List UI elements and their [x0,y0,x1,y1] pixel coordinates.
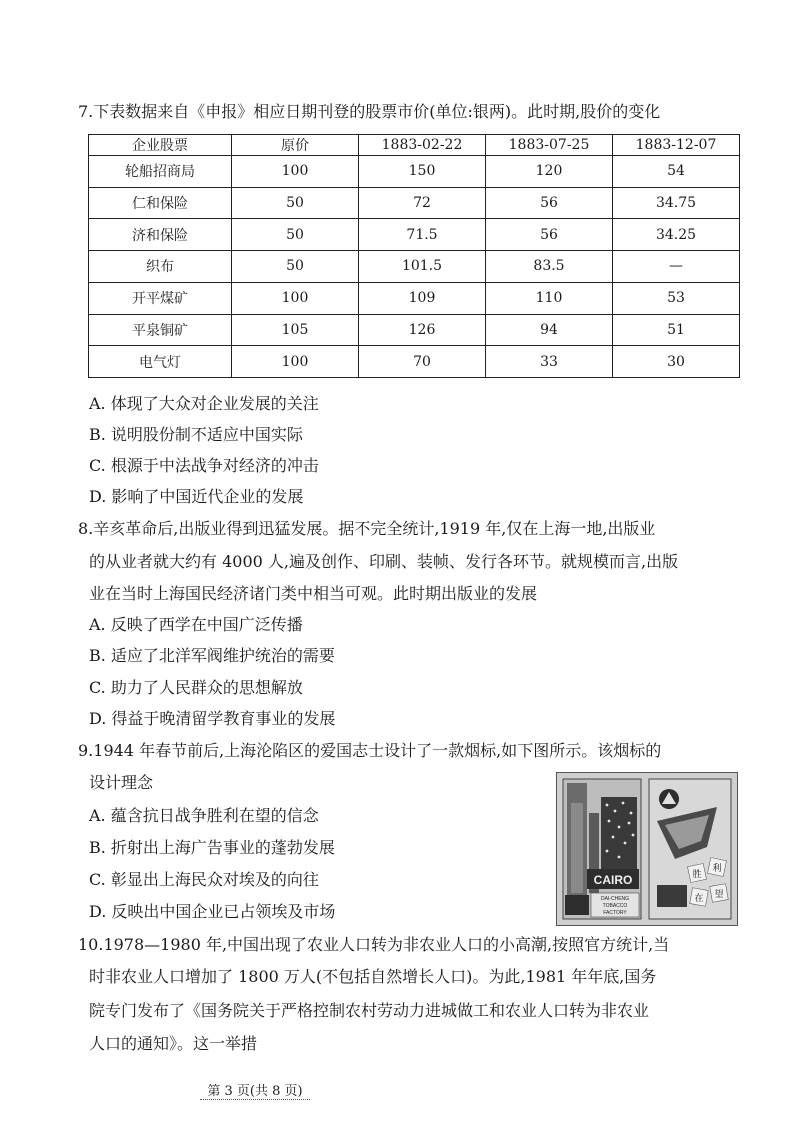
table-cell: 71.5 [359,219,486,251]
table-cell: 平泉铜矿 [89,314,232,346]
page-number-footer: 第 3 页(共 8 页) [200,1080,310,1100]
table-row [89,282,740,314]
q9-stem-line: 9.1944 年春节前后,上海沦陷区的爱国志士设计了一款烟标,如下图所示。该烟标的 [78,741,662,760]
table-row [89,346,740,378]
q7-option-b[interactable]: B. 说明股份制不适应中国实际 [89,425,303,444]
table-cell: 50 [232,251,359,283]
table-cell: 50 [232,219,359,251]
q7-option-c[interactable]: C. 根源于中法战争对经济的冲击 [89,456,319,475]
table-header-cell: 原价 [232,135,359,156]
q9-option-c[interactable]: C. 彰显出上海民众对埃及的向往 [89,870,319,889]
table-cell: 56 [486,219,613,251]
cigarette-label-image [556,772,738,926]
table-row [89,219,740,251]
table-cell: 50 [232,187,359,219]
q9-stem-line: 设计理念 [89,773,154,792]
table-row [89,314,740,346]
table-cell: 33 [486,346,613,378]
table-cell: 101.5 [359,251,486,283]
q10-stem-line: 院专门发布了《国务院关于严格控制农村劳动力进城做工和农业人口转为非农业 [89,1001,650,1020]
stamp-char: 胜 [692,870,702,880]
table-cell: — [613,251,740,283]
table-header-cell: 1883-02-22 [359,135,486,156]
label-maker-text: FACTORY [603,910,627,916]
table-row [89,251,740,283]
table-cell: 电气灯 [89,346,232,378]
table-cell: 72 [359,187,486,219]
label-maker-text: DAI-CHENG [600,896,630,902]
table-row [89,156,740,188]
table-cell: 轮船招商局 [89,156,232,188]
q7-stem: 7.下表数据来自《申报》相应日期刊登的股票市价(单位:银两)。此时期,股价的变化 [78,102,661,121]
table-cell: 织布 [89,251,232,283]
q9-option-a[interactable]: A. 蕴含抗日战争胜利在望的信念 [89,806,319,825]
stamp-char: 望 [714,890,724,900]
table-cell: 仁和保险 [89,187,232,219]
q8-stem-line: 8.辛亥革命后,出版业得到迅猛发展。据不完全统计,1919 年,仅在上海一地,出版业 [78,519,656,538]
table-cell: 34.25 [613,219,740,251]
q10-stem-line: 时非农业人口增加了 1800 万人(不包括自然增长人口)。为此,1981 年年底,国务 [89,967,657,986]
table-cell: 110 [486,282,613,314]
stock-price-table [88,134,740,378]
table-cell: 94 [486,314,613,346]
table-cell: 105 [232,314,359,346]
q7-option-a[interactable]: A. 体现了大众对企业发展的关注 [89,394,319,413]
q10-stem-line: 10.1978—1980 年,中国出现了农业人口转为非农业人口的小高潮,按照官方统计,当 [78,935,670,954]
q10-stem-line: 人口的通知》。这一举措 [89,1034,258,1053]
table-cell: 53 [613,282,740,314]
table-cell: 开平煤矿 [89,282,232,314]
table-header-cell: 1883-12-07 [613,135,740,156]
q8-stem-line: 业在当时上海国民经济诸门类中相当可观。此时期出版业的发展 [89,584,538,603]
table-cell: 109 [359,282,486,314]
table-cell: 100 [232,282,359,314]
q8-option-c[interactable]: C. 助力了人民群众的思想解放 [89,678,303,697]
q8-stem-line: 的从业者就大约有 4000 人,遍及创作、印刷、装帧、发行各环节。就规模而言,出版 [89,552,679,571]
q8-option-a[interactable]: A. 反映了西学在中国广泛传播 [89,615,303,634]
q9-option-b[interactable]: B. 折射出上海广告事业的蓬勃发展 [89,838,335,857]
stamp-char: 利 [712,864,722,874]
table-cell: 126 [359,314,486,346]
q8-option-b[interactable]: B. 适应了北洋军阀维护统治的需要 [89,646,335,665]
table-cell: 120 [486,156,613,188]
q7-option-d[interactable]: D. 影响了中国近代企业的发展 [89,487,304,506]
table-cell: 150 [359,156,486,188]
q9-option-d[interactable]: D. 反映出中国企业已占领埃及市场 [89,902,336,921]
table-header-row [89,135,740,156]
table-header-cell: 企业股票 [89,135,232,156]
table-header-cell: 1883-07-25 [486,135,613,156]
table-cell: 70 [359,346,486,378]
table-row [89,187,740,219]
table-cell: 100 [232,156,359,188]
table-cell: 30 [613,346,740,378]
table-cell: 济和保险 [89,219,232,251]
label-maker-text: TOBACCO [602,903,628,909]
q8-option-d[interactable]: D. 得益于晚清留学教育事业的发展 [89,709,336,728]
stamp-char: 在 [694,894,704,904]
table-cell: 83.5 [486,251,613,283]
label-brand-text: CAIRO [593,873,633,887]
table-cell: 34.75 [613,187,740,219]
table-cell: 54 [613,156,740,188]
table-cell: 56 [486,187,613,219]
table-cell: 100 [232,346,359,378]
table-cell: 51 [613,314,740,346]
